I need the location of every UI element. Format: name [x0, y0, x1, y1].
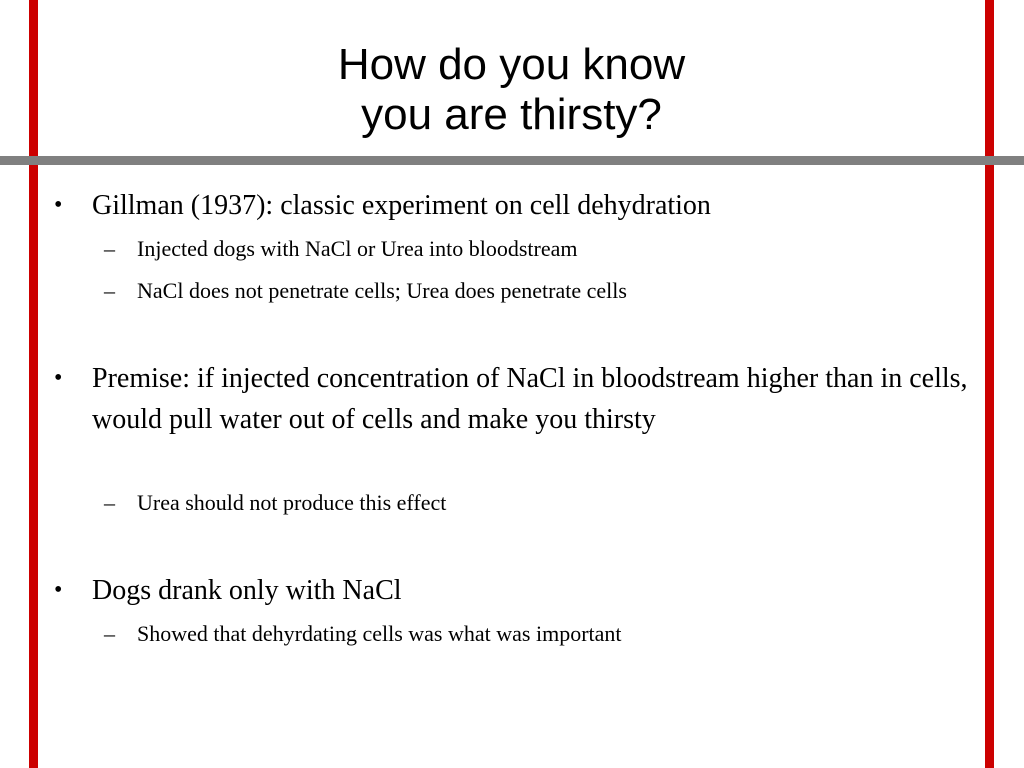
bullet-text: Premise: if injected concentration of NaCl in bloodstream higher than in cells, would pull water out of cells and make you thirsty: [92, 363, 968, 435]
sub-marker: –: [104, 490, 115, 515]
sub-item-3-1: [104, 619, 977, 649]
sub-text: Injected dogs with NaCl or Urea into bloodstream: [137, 236, 578, 261]
bullet-marker: •: [54, 365, 63, 391]
sub-item-2-1: [104, 488, 977, 518]
sub-item-1-2: [104, 276, 977, 306]
sub-text: NaCl does not penetrate cells; Urea does penetrate cells: [137, 278, 627, 303]
slide-title-line-2: you are thirsty?: [361, 90, 662, 139]
sub-marker: –: [104, 278, 115, 303]
bullet-marker: •: [54, 192, 63, 218]
slide-title-line-1: How do you know: [337, 40, 686, 89]
sub-marker: –: [104, 236, 115, 261]
bullet-text: Gillman (1937): classic experiment on cell dehydration: [92, 190, 711, 221]
sub-text: Urea should not produce this effect: [137, 490, 447, 515]
bullet-item-3: [54, 570, 982, 611]
sub-text: Showed that dehyrdating cells was what was important: [137, 621, 622, 646]
bullet-item-2: [54, 358, 982, 440]
bullet-item-1: [54, 185, 982, 226]
sub-item-1-1: [104, 234, 977, 264]
sub-marker: –: [104, 621, 115, 646]
bullet-text: Dogs drank only with NaCl: [92, 575, 402, 606]
bullet-marker: •: [54, 577, 63, 603]
